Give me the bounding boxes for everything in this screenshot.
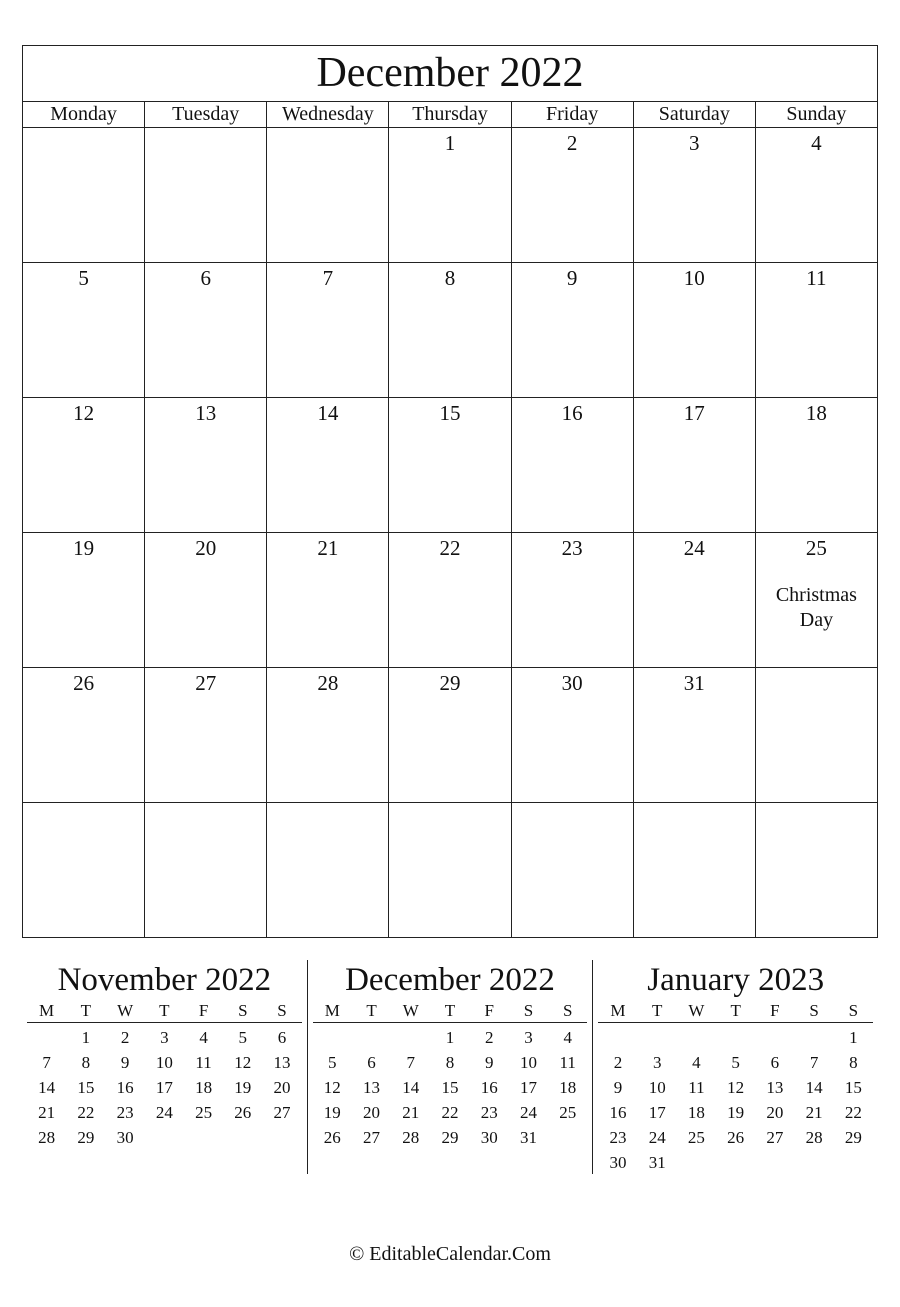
mini-day: 20 <box>363 1103 381 1122</box>
mini-day: 16 <box>480 1078 498 1097</box>
day-number <box>267 130 388 156</box>
mini-day: 27 <box>363 1128 381 1147</box>
calendar-grid <box>23 128 877 937</box>
mini-day: 30 <box>609 1153 627 1172</box>
day-cell <box>512 533 634 667</box>
mini-day: 16 <box>116 1078 134 1097</box>
day-cell <box>389 803 511 937</box>
day-cell <box>267 533 389 667</box>
day-number: 4 <box>811 131 822 155</box>
mini-day: 3 <box>160 1028 169 1047</box>
mini-day: 13 <box>363 1078 381 1097</box>
mini-day: 18 <box>195 1078 213 1097</box>
mini-day <box>677 1025 716 1050</box>
mini-day: 4 <box>563 1028 572 1047</box>
mini-day: 29 <box>441 1128 459 1147</box>
weekday-header-row <box>23 102 877 128</box>
weekday-label: Friday <box>512 102 634 127</box>
mini-day: 19 <box>323 1103 341 1122</box>
mini-calendar-grid <box>598 1000 873 1175</box>
day-number: 29 <box>439 671 461 695</box>
mini-day: 19 <box>727 1103 745 1122</box>
weekday-label: Sunday <box>786 103 847 125</box>
mini-day <box>598 1025 637 1050</box>
mini-day: 10 <box>519 1053 537 1072</box>
day-cell <box>389 128 511 262</box>
mini-day: 20 <box>273 1078 291 1097</box>
mini-day: 29 <box>844 1128 862 1147</box>
day-number <box>23 805 144 831</box>
day-cell <box>634 398 756 532</box>
mini-day: 25 <box>687 1128 705 1147</box>
mini-day: 6 <box>277 1028 287 1047</box>
mini-day: 7 <box>809 1053 819 1072</box>
mini-day: 1 <box>81 1028 91 1047</box>
mini-day: 19 <box>234 1078 252 1097</box>
week-row <box>23 398 877 533</box>
mini-day: 26 <box>727 1128 745 1147</box>
mini-day: 2 <box>613 1053 623 1072</box>
mini-day: 22 <box>844 1103 862 1122</box>
mini-day: 11 <box>688 1078 705 1097</box>
mini-calendar <box>22 960 307 1174</box>
week-row <box>23 263 877 398</box>
day-cell <box>756 803 877 937</box>
week-row <box>23 803 877 937</box>
day-cell <box>267 668 389 802</box>
day-number: 14 <box>317 401 339 425</box>
day-cell <box>145 398 267 532</box>
day-number <box>512 805 633 831</box>
mini-day: 1 <box>445 1028 455 1047</box>
mini-calendar <box>592 960 878 1174</box>
mini-day: 26 <box>234 1103 252 1122</box>
day-cell <box>756 128 877 262</box>
footer-copyright: © EditableCalendar.Com <box>349 1243 551 1265</box>
day-number: 10 <box>683 266 705 290</box>
day-cell <box>634 128 756 262</box>
mini-day: 17 <box>155 1078 173 1097</box>
day-cell <box>23 128 145 262</box>
day-number <box>756 670 877 696</box>
mini-day: 28 <box>402 1128 420 1147</box>
mini-day: 14 <box>805 1078 823 1097</box>
day-cell <box>634 533 756 667</box>
day-cell <box>389 263 511 397</box>
day-cell <box>756 263 877 397</box>
day-number: 17 <box>683 401 705 425</box>
day-number: 22 <box>439 536 461 560</box>
mini-weekday-label: F <box>755 1000 794 1023</box>
day-cell <box>512 263 634 397</box>
mini-day: 6 <box>770 1053 780 1072</box>
weekday-label: Saturday <box>634 102 756 127</box>
day-number: 6 <box>200 266 211 290</box>
mini-calendar-title: January 2023 <box>647 962 825 998</box>
day-cell <box>634 668 756 802</box>
mini-day: 24 <box>155 1103 173 1122</box>
mini-weekday-label: T <box>716 1000 755 1023</box>
mini-day: 9 <box>120 1053 130 1072</box>
mini-day: 24 <box>519 1103 537 1122</box>
mini-day: 21 <box>805 1103 823 1122</box>
day-number: 1 <box>444 131 456 155</box>
day-number: 7 <box>322 266 334 290</box>
mini-weekday-label: M <box>598 1000 637 1023</box>
mini-day: 1 <box>849 1028 858 1047</box>
weekday-label: Tuesday <box>145 102 267 127</box>
mini-day: 2 <box>120 1028 130 1047</box>
mini-day: 10 <box>155 1053 173 1072</box>
main-calendar <box>22 45 878 938</box>
mini-calendar-grid <box>27 1000 302 1150</box>
mini-day: 15 <box>441 1078 459 1097</box>
mini-day <box>716 1025 755 1050</box>
mini-day: 31 <box>519 1128 537 1147</box>
mini-day: 8 <box>81 1053 91 1072</box>
day-number <box>267 805 388 831</box>
day-cell <box>512 803 634 937</box>
day-cell <box>267 263 389 397</box>
day-cell <box>145 533 267 667</box>
mini-day: 3 <box>524 1028 533 1047</box>
mini-day: 16 <box>609 1103 627 1122</box>
day-cell <box>512 398 634 532</box>
mini-day: 8 <box>849 1053 858 1072</box>
mini-day: 11 <box>559 1053 576 1072</box>
day-cell <box>389 668 511 802</box>
day-number <box>634 805 755 831</box>
mini-day: 28 <box>805 1128 823 1147</box>
mini-day: 27 <box>766 1128 784 1147</box>
mini-day: 18 <box>687 1103 705 1122</box>
mini-day: 12 <box>323 1078 341 1097</box>
day-number: 21 <box>317 536 339 560</box>
mini-calendars <box>22 960 878 1174</box>
day-number: 19 <box>73 536 95 560</box>
mini-weekday-label: T <box>66 1000 105 1023</box>
day-cell <box>267 128 389 262</box>
day-cell <box>389 533 511 667</box>
day-cell <box>512 668 634 802</box>
mini-weekday-label: M <box>313 1000 352 1023</box>
day-number: 15 <box>439 401 461 425</box>
day-cell <box>756 398 877 532</box>
mini-weekday-label: F <box>184 1000 223 1023</box>
mini-day: 28 <box>38 1128 56 1147</box>
week-row <box>23 128 877 263</box>
mini-weekday-label: T <box>638 1000 677 1023</box>
day-number: 24 <box>683 536 705 560</box>
mini-weekday-label: S <box>834 1000 873 1023</box>
day-number: 20 <box>195 536 217 560</box>
mini-day: 20 <box>766 1103 784 1122</box>
mini-day: 10 <box>648 1078 666 1097</box>
day-number: 16 <box>561 401 583 425</box>
mini-day: 7 <box>406 1053 415 1072</box>
mini-day: 24 <box>648 1128 666 1147</box>
day-cell <box>145 128 267 262</box>
mini-day: 15 <box>844 1078 862 1097</box>
day-number: 25 <box>805 536 827 560</box>
day-cell <box>389 398 511 532</box>
mini-day: 25 <box>559 1103 577 1122</box>
mini-day: 22 <box>441 1103 459 1122</box>
mini-day <box>27 1025 66 1050</box>
day-number: 8 <box>444 266 456 290</box>
mini-day: 15 <box>77 1078 95 1097</box>
day-cell <box>756 668 877 802</box>
mini-day: 22 <box>77 1103 95 1122</box>
day-number: 13 <box>195 401 217 425</box>
day-number <box>145 130 266 156</box>
day-number: 18 <box>805 401 827 425</box>
mini-day: 23 <box>116 1103 134 1122</box>
mini-calendar-title: December 2022 <box>345 962 555 998</box>
mini-day: 29 <box>77 1128 95 1147</box>
mini-day: 6 <box>367 1053 376 1072</box>
weekday-label: Wednesday <box>267 102 389 127</box>
mini-day: 9 <box>484 1053 494 1072</box>
mini-day: 30 <box>116 1128 134 1147</box>
day-cell <box>145 263 267 397</box>
day-cell <box>23 668 145 802</box>
day-cell <box>145 668 267 802</box>
mini-calendar <box>307 960 593 1174</box>
day-number: 28 <box>317 671 339 695</box>
day-number: 27 <box>195 671 217 695</box>
mini-day <box>795 1025 834 1050</box>
day-number: 30 <box>561 671 583 695</box>
mini-day: 23 <box>609 1128 627 1147</box>
mini-day: 5 <box>238 1028 248 1047</box>
day-cell <box>23 803 145 937</box>
mini-calendar-title: November 2022 <box>57 962 272 998</box>
mini-day: 2 <box>484 1028 494 1047</box>
day-number: 26 <box>73 671 95 695</box>
mini-day: 23 <box>480 1103 498 1122</box>
week-row <box>23 533 877 668</box>
mini-weekday-label: T <box>430 1000 469 1023</box>
day-number: 3 <box>689 131 700 155</box>
mini-day: 14 <box>38 1078 56 1097</box>
day-number: 31 <box>683 671 705 695</box>
mini-weekday-label: S <box>262 1000 301 1023</box>
mini-day: 14 <box>402 1078 420 1097</box>
mini-weekday-label: T <box>145 1000 184 1023</box>
day-number: 11 <box>806 266 827 290</box>
mini-weekday-label: M <box>27 1000 66 1023</box>
mini-day: 27 <box>273 1103 291 1122</box>
day-cell <box>634 263 756 397</box>
mini-day: 7 <box>42 1053 51 1072</box>
day-number: 12 <box>73 401 95 425</box>
mini-day: 5 <box>731 1053 740 1072</box>
mini-day <box>755 1025 794 1050</box>
mini-weekday-label: W <box>677 1000 716 1023</box>
day-number: 5 <box>78 266 89 290</box>
day-cell <box>23 263 145 397</box>
mini-day <box>638 1025 677 1050</box>
day-number <box>23 130 144 156</box>
mini-day <box>352 1025 391 1050</box>
mini-day: 12 <box>234 1053 252 1072</box>
mini-day: 12 <box>727 1078 745 1097</box>
weekday-label: Thursday <box>389 102 511 127</box>
day-cell <box>634 803 756 937</box>
day-cell <box>23 533 145 667</box>
day-cell <box>756 533 877 667</box>
mini-day <box>313 1025 352 1050</box>
mini-day: 4 <box>692 1053 701 1072</box>
day-cell <box>512 128 634 262</box>
day-cell <box>267 803 389 937</box>
mini-day: 13 <box>766 1078 784 1097</box>
calendar-title: December 2022 <box>23 46 877 102</box>
day-cell <box>145 803 267 937</box>
mini-weekday-label: W <box>105 1000 144 1023</box>
mini-day: 9 <box>613 1078 623 1097</box>
day-number <box>145 805 266 831</box>
mini-day: 8 <box>445 1053 455 1072</box>
mini-weekday-label: S <box>548 1000 587 1023</box>
day-number: 2 <box>566 131 578 155</box>
mini-weekday-label: S <box>795 1000 834 1023</box>
mini-day: 17 <box>648 1103 666 1122</box>
holiday-note: Christmas Day <box>775 584 857 631</box>
mini-day: 31 <box>648 1153 666 1172</box>
mini-day: 13 <box>273 1053 291 1072</box>
week-row <box>23 668 877 803</box>
mini-day: 21 <box>402 1103 420 1122</box>
day-number <box>756 805 877 831</box>
mini-weekday-label: F <box>470 1000 509 1023</box>
mini-day: 4 <box>199 1028 208 1047</box>
mini-day: 17 <box>519 1078 537 1097</box>
mini-calendar-grid <box>313 1000 588 1150</box>
day-number: 23 <box>561 536 583 560</box>
day-cell <box>267 398 389 532</box>
mini-day: 30 <box>480 1128 498 1147</box>
mini-weekday-label: W <box>391 1000 430 1023</box>
mini-day: 25 <box>195 1103 213 1122</box>
mini-weekday-label: S <box>509 1000 548 1023</box>
mini-day: 18 <box>559 1078 577 1097</box>
mini-day <box>391 1025 430 1050</box>
day-number: 9 <box>566 266 578 290</box>
mini-day: 26 <box>323 1128 341 1147</box>
mini-day: 21 <box>38 1103 56 1122</box>
day-number <box>389 805 510 831</box>
mini-day: 11 <box>195 1053 212 1072</box>
mini-day: 3 <box>652 1053 662 1072</box>
mini-weekday-label: T <box>352 1000 391 1023</box>
mini-weekday-label: S <box>223 1000 262 1023</box>
day-cell <box>23 398 145 532</box>
weekday-label: Monday <box>23 102 145 127</box>
mini-day: 5 <box>328 1053 337 1072</box>
